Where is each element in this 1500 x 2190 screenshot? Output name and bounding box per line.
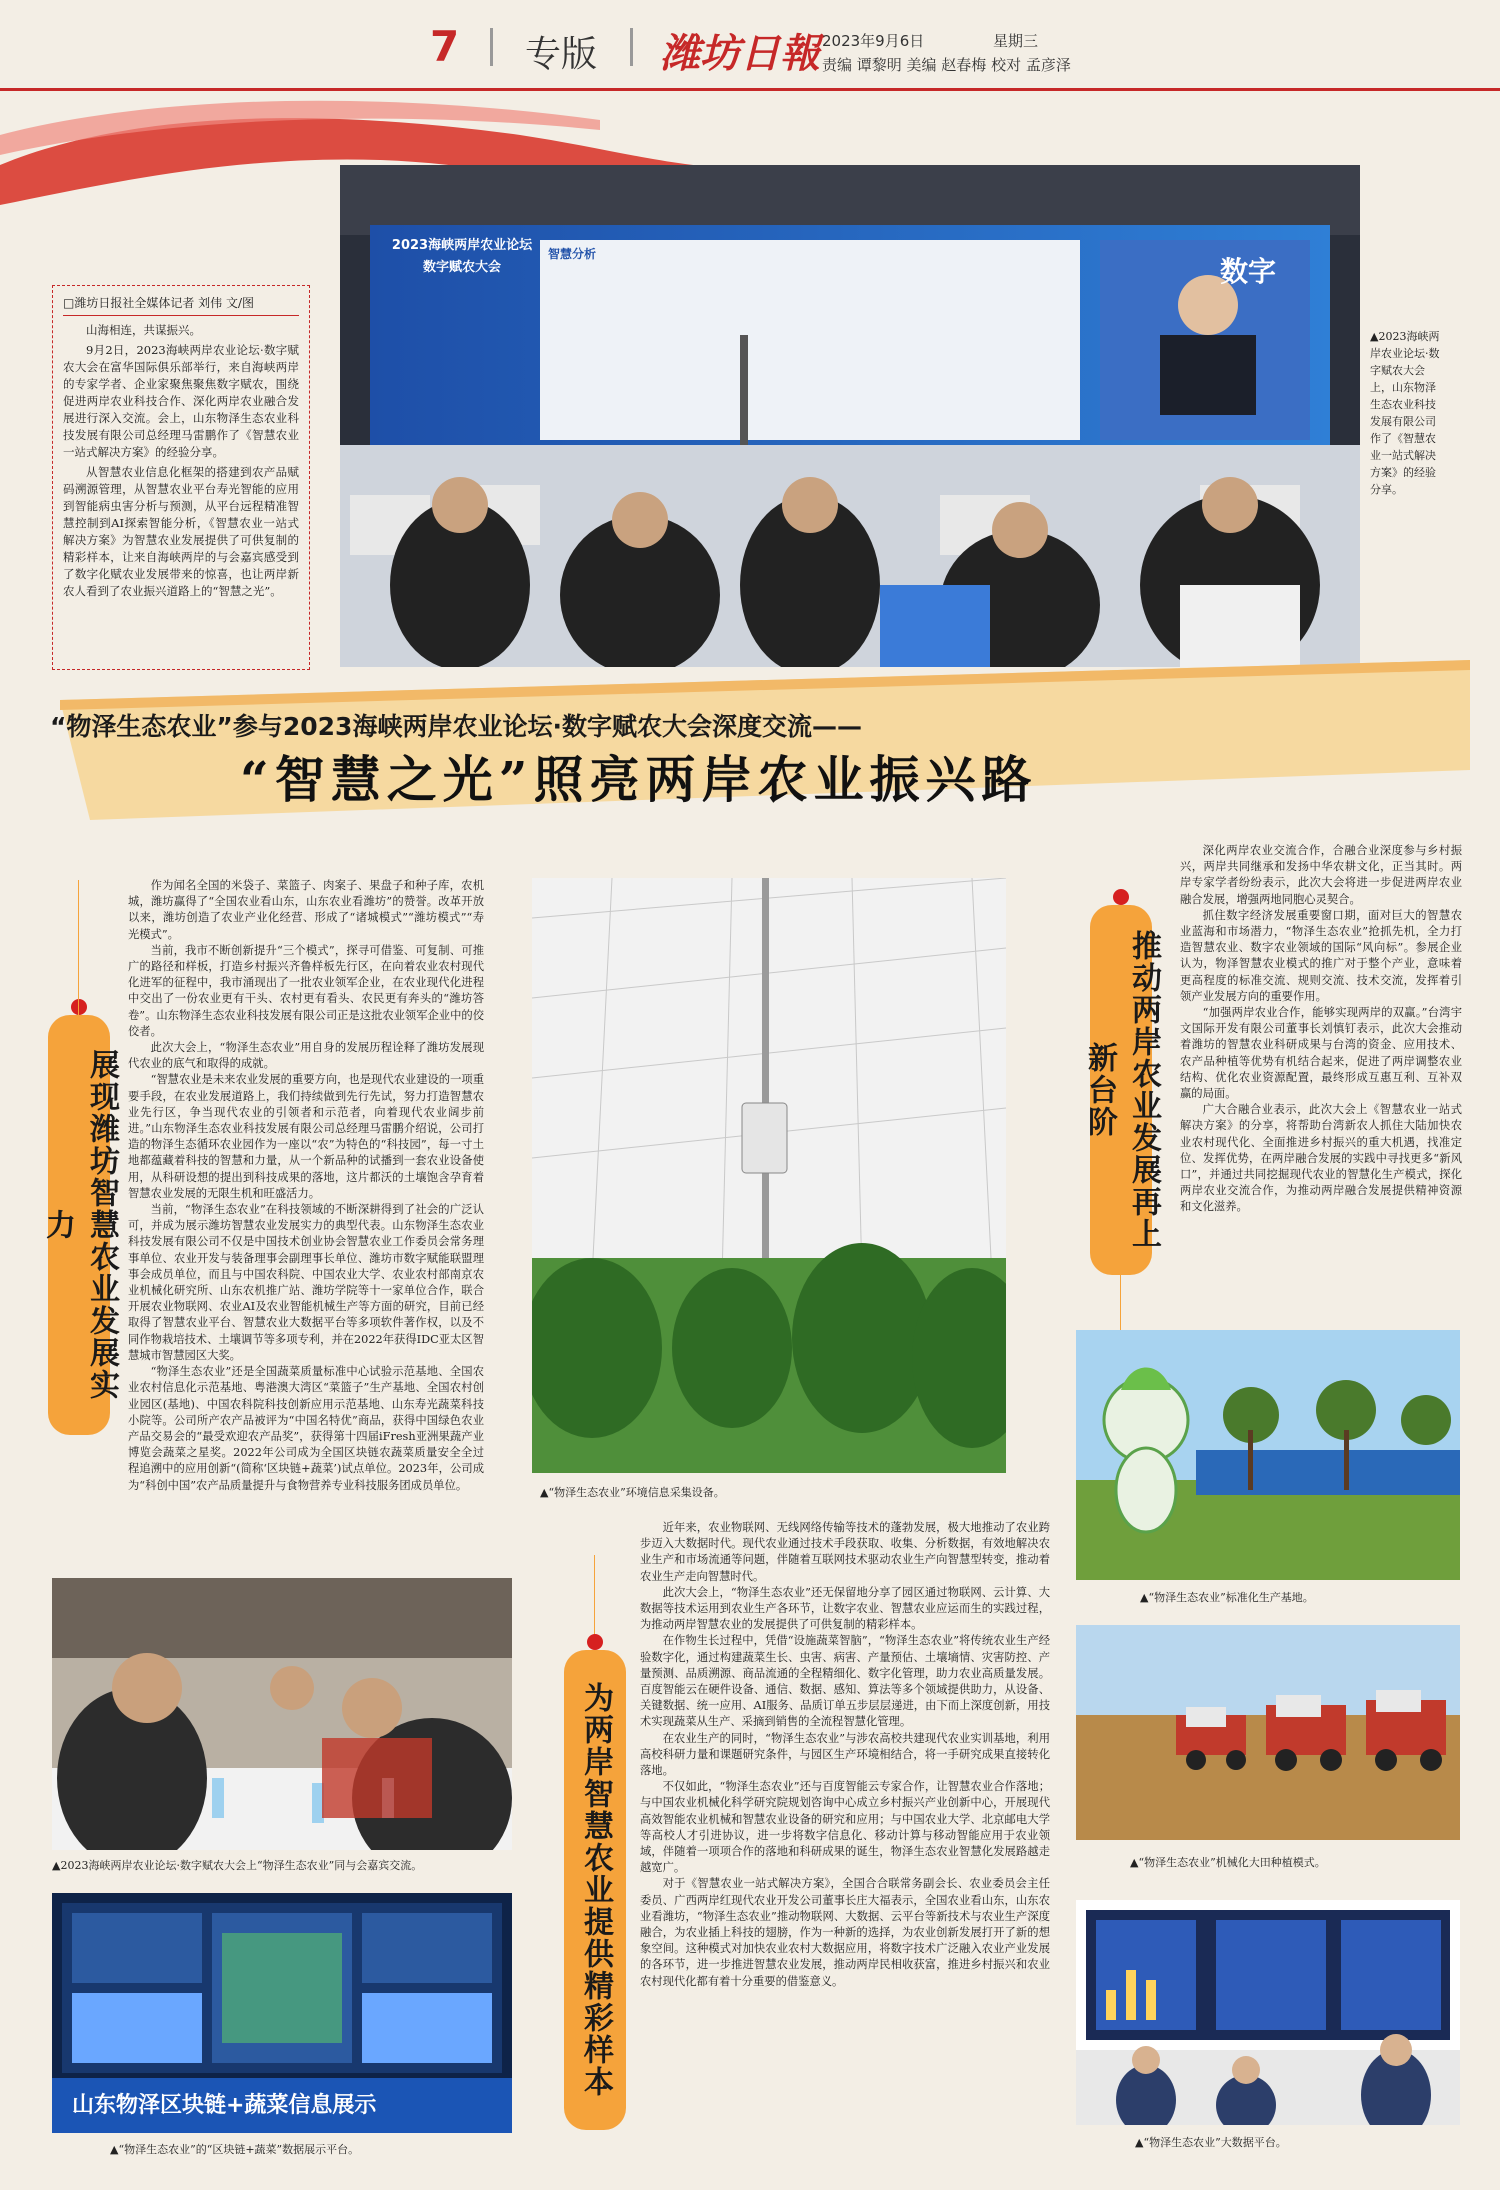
headline-kicker: “物泽生态农业”参与2023海峡两岸农业论坛·数字赋农大会深度交流—— xyxy=(50,712,862,741)
intro-paragraph: 从智慧农业信息化框架的搭建到农产品赋码溯源管理，从智慧农业平台寿光智能的应用到智能病虫害分析与预测，从平台远程精准智慧控制到AI探索智能分析，《智慧农业一站式解决方案》为智慧农业发展提供了可供复制的精彩样本，让来自海峡两岸的与会嘉宾感受到了数字化赋农业发展带来的惊喜，也让两岸新农人看到了农业振兴道路上的“智慧之光”。 xyxy=(63,465,299,598)
article-paragraph: 深化两岸农业交流合作，合融合业深度参与乡村振兴，两岸共同继承和发扬中华农耕文化，正当其时。两岸专家学者纷纷表示，此次大会将进一步促进两岸农业融合发展，增强两地同胞心灵契合。 xyxy=(1180,844,1462,906)
article-paragraph: 不仅如此，“物泽生态农业”还与百度智能云专家合作，让智慧农业合作落地；与中国农业机械化科学研究院规划咨询中心成立乡村振兴产业创新中心，开展现代高效智能农业机械和智慧农业设备的研究和应用；与中国农业大学、北京邮电大学等高校人才引进协议，进一步将数字信息化、移动计算与移动智能应用于农业领域，伴随着一项项合作的落地和科研成果的诞生，物泽生态农业智慧化发展路越走越宽广。 xyxy=(640,1780,1050,1875)
intro-paragraph: 9月2日，2023海峡两岸农业论坛·数字赋农大会在富华国际俱乐部举行，来自海峡两岸的专家学者、企业家聚焦聚焦数字赋农，围绕促进两岸农业科技合作、深化两岸农业融合发展进行深入交流。会上，山东物泽生态农业科技发展有限公司总经理马雷鹏作了《智慧农业一站式解决方案》的经验分享。 xyxy=(63,343,299,459)
article-paragraph: 抓住数字经济发展重要窗口期，面对巨大的智慧农业蓝海和市场潜力，“物泽生态农业”抢抓先机，全力打造智慧农业、数字农业领域的国际“风向标”。参展企业认为，物泽智慧农业模式的推广对于整个产业，意味着更高程度的标准交流、规则交流、技术交流，发挥着引领产业发展方向的重要作用。 xyxy=(1180,908,1462,1003)
harvester-photo xyxy=(1076,1625,1460,1840)
big-data-caption: ▲“物泽生态农业”大数据平台。 xyxy=(1135,2136,1287,2149)
article-paragraph: 近年来，农业物联网、无线网络传输等技术的蓬勃发展，极大地推动了农业跨步迈入大数据时代。现代农业通过技术手段获取、收集、分析数据，有效地解决农业生产和市场流通等问题，伴随着互联网技术驱动农业生产向智慧型转变，推动着农业生产走向智慧时代。 xyxy=(640,1521,1050,1583)
editor-credits: 责编 谭黎明 美编 赵春梅 校对 孟彦泽 xyxy=(822,56,1071,74)
section-head-line xyxy=(594,1555,595,1645)
production-base-caption: ▲“物泽生态农业”标准化生产基地。 xyxy=(1140,1591,1314,1604)
section-head-line xyxy=(1120,1275,1121,1335)
article-paragraph: “加强两岸农业合作，能够实现两岸的双赢。”台湾宇文国际开发有限公司董事长刘慎钉表示，此次大会推动着潍坊的智慧农业科研成果与台湾的资金、应用技术、农产品种植等优势有机结合起来，促进了两岸调整农业结构、优化农业资源配置，最终形成互惠互利、互补双赢的局面。 xyxy=(1180,1006,1462,1101)
intro-paragraph: 山海相连，共谋振兴。 xyxy=(86,323,201,337)
weekday: 星期三 xyxy=(993,32,1039,50)
screen-panel-heading: 智慧分析 xyxy=(548,247,597,261)
headline-title: “智慧之光”照亮两岸农业振兴路 xyxy=(240,750,1038,809)
article-paragraph: 此次大会上，“物泽生态农业”还无保留地分享了园区通过物联网、云计算、大数据等技术运用到农业生产各环节，让数字农业、智慧农业应运而生的实践过程，为推动两岸智慧农业的发展提供了可供复制的精彩样本。 xyxy=(640,1585,1050,1632)
delegates-photo xyxy=(52,1578,512,1850)
right-column-text xyxy=(1180,843,1462,1216)
intro-box xyxy=(52,285,310,670)
article-paragraph: “物泽生态农业”还是全国蔬菜质量标准中心试验示范基地、全国农业农村信息化示范基地、粤港澳大湾区“菜篮子”生产基地、全国农村创业园区(基地)、中国农科院科技创新应用示范基地、山东寿光蔬菜科技小院等。公司所产农产品被评为“中国名特优”商品，获得中国绿色农业产品交易会的“最受欢迎农产品奖”，获得第十四届iFresh亚洲果蔬产业博览会蔬菜之星奖。2022年公司成为全国区块链农蔬菜质量安全全过程追溯中的应用创新“(简称‘区块链+蔬菜’)试点单位。2023年，公司成为“科创中国”农产品质量提升与食物营养专业科技服务团成员单位。 xyxy=(128,1365,484,1492)
big-data-photo xyxy=(1076,1900,1460,2125)
left-column-text xyxy=(128,878,484,1494)
article-paragraph: 作为闻名全国的米袋子、菜篮子、肉案子、果盘子和种子库，农机城，潍坊赢得了“全国农业看山东，山东农业看潍坊”的赞誉。改革开放以来，潍坊创造了农业产业化经营、形成了“诸城模式”“潍坊模式”“寿光模式”。 xyxy=(128,879,484,941)
section-head-right: 推动两岸农业发展再上新台阶 xyxy=(1090,905,1152,1275)
greenhouse-photo xyxy=(532,878,1006,1473)
article-paragraph: 广大合融合业表示，此次大会上《智慧农业一站式解决方案》的分享，将帮助台湾新农人抓住大陆加快农业农村现代化、全面推进乡村振兴的重大机遇，找准定位、发挥优势，在两岸融合发展的实践中寻找更多“新风口”，并通过共同挖掘现代农业的智慧化生产模式，探化两岸农业交流合作，为推动两岸融合发展提供精神资源和文化滋养。 xyxy=(1180,1103,1462,1214)
masthead-divider xyxy=(630,28,633,66)
delegates-caption: ▲2023海峡两岸农业论坛·数字赋农大会上“物泽生态农业”同与会嘉宾交流。 xyxy=(52,1859,423,1872)
screen-title: 2023海峡两岸农业论坛 数字赋农大会 xyxy=(391,238,533,275)
page-number: 7 xyxy=(430,22,460,71)
newspaper-logo: 潍坊日報 xyxy=(660,30,820,77)
section-head-middle: 为两岸智慧农业提供精彩样本 xyxy=(564,1650,626,2130)
article-paragraph: 在作物生长过程中，凭借“设施蔬菜智脑”，“物泽生态农业”将传统农业生产经验数字化，通过构建蔬菜生长、虫害、病害、产量预估、土壤墒情、灾害防控、产量预测、品质溯源、商品流通的全程精细化、数字化管理，助力农业高质量发展。百度智能云在硬件设备、通信、数据、感知、算法等多个领域提供助力，从设备、关键数据、统一应用、AI服务、品质订单五步层层递进，由下而上深度创新，用技术实现蔬菜从生产、采摘到销售的全流程智慧化管理。 xyxy=(640,1634,1050,1729)
conference-photo-caption: ▲2023海峡两岸农业论坛·数字赋农大会上，山东物泽生态农业科技发展有限公司作了《智慧农业一站式解决方案》的经验分享。 xyxy=(1370,330,1440,496)
article-paragraph: 当前，“物泽生态农业”在科技领域的不断深耕得到了社会的广泛认可，并成为展示潍坊智慧农业发展实力的典型代表。山东物泽生态农业科技发展有限公司不仅是中国技术创业协会智慧农业工作委员会常务理事单位、农业开发与装备理事会副理事长单位、潍坊市数字赋能联盟理事会成员单位，而且与中国农科院、中国农业大学、农业农村部南京农业机械化研究所、山东农机推广站、潍坊学院等十一家单位合作，联合开展农业物联网、农业AI及农业智能机械生产等方面的研究，目前已经取得了智慧农业平台、智慧农业大数据平台等多项软件著作权，以及不同作物栽培技术、土壤调节等多项专利，并在2022年获得IDC亚太区智慧城市智慧园区大奖。 xyxy=(128,1203,484,1362)
right-screen-text: 数字 xyxy=(1220,255,1277,288)
harvester-caption: ▲“物泽生态农业”机械化大田种植模式。 xyxy=(1130,1856,1326,1869)
article-paragraph: “智慧农业是未来农业发展的重要方向，也是现代农业建设的一项重要手段，在农业发展道路上，我们持续做到先行先试，努力打造智慧农业先行区，争当现代农业的引领者和示范者，向着现代农业阔步前进。”山东物泽生态农业科技发展有限公司总经理马雷鹏介绍说，公司打造的物泽生态循环农业园作为一座以“农”为特色的“科技园”，每一寸土地都蕴藏着科技的智慧和力量，从一个新品种的试播到一套农业设备使用，从科研设想的提出到科技成果的落地，这片都沃的土壤饱含孕育着智慧农业发展的无限生机和旺盛活力。 xyxy=(128,1073,484,1200)
display-platform-caption: ▲“物泽生态农业”的“区块链+蔬菜”数据展示平台。 xyxy=(110,2143,360,2156)
greenhouse-photo-caption: ▲“物泽生态农业”环境信息采集设备。 xyxy=(540,1486,725,1499)
byline: □潍坊日报社全媒体记者 刘伟 文/图 xyxy=(63,294,299,316)
display-banner-text: 山东物泽区块链+蔬菜信息展示 xyxy=(72,2093,377,2118)
article-paragraph: 此次大会上，“物泽生态农业”用自身的发展历程诠释了潍坊发展现代农业的底气和取得的成就。 xyxy=(128,1041,484,1071)
article-paragraph: 当前，我市不断创新提升“三个模式”，探寻可借鉴、可复制、可推广的路径和样板，打造乡村振兴齐鲁样板先行区，在向着农业农村现代化进军的征程中，我市涌现出了一批农业领军企业，在农业现代化进程中交出了一份农业更有干头、农村更有看头、农民更有奔头的“潍坊答卷”。山东物泽生态农业科技发展有限公司正是这批农业领军企业中的佼佼者。 xyxy=(128,943,484,1038)
publication-date: 2023年9月6日 xyxy=(822,32,925,50)
middle-column-text xyxy=(640,1520,1050,1990)
masthead-divider xyxy=(490,28,493,66)
production-base-photo xyxy=(1076,1330,1460,1580)
section-head-line xyxy=(78,880,79,1015)
article-paragraph: 对于《智慧农业一站式解决方案》，全国合合联常务副会长、农业委员会主任委员、广西两岸红现代农业开发公司董事长庄大福表示，全国农业看山东，山东农业看潍坊，“物泽生态农业”推动物联网、大数据、云平台等新技术与农业生产深度融合，为农业插上科技的翅膀，作为一种新的选择，为农业创新发展打开了新的想象空间。这种模式对加快农业农村大数据应用，将数字技术广泛融入农业产业发展的各环节，进一步推进智慧农业发展，推动两岸民相收获富，推进乡村振兴和农业农村现代化都有着十分重要的借鉴意义。 xyxy=(640,1877,1050,1988)
article-paragraph: 在农业生产的同时，“物泽生态农业”与涉农高校共建现代农业实训基地，利用高校科研力量和课题研究条件，与园区生产环境相结合，将一手研究成果直接转化落地。 xyxy=(640,1731,1050,1778)
section-head-left: 展现潍坊智慧农业发展实力 xyxy=(48,1015,110,1435)
section-label: 专版 xyxy=(525,34,598,75)
